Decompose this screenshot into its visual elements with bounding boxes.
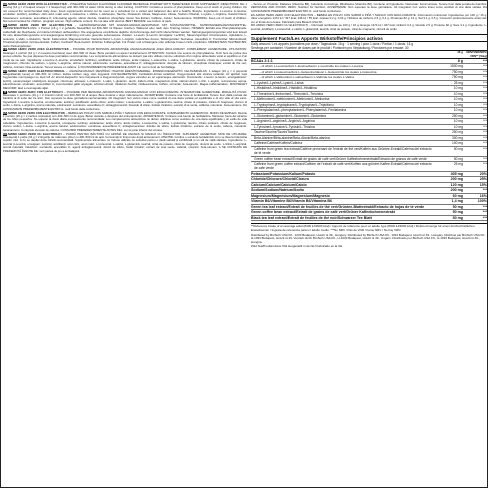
nutrient-name: – of which L-Leucine/dont L-leucine/davon L-Leucin/de los cuales L-Leucina (259, 64, 364, 69)
nutrient-name: L-Lysine/L-Lysine/L-Lysin/L-Lisina (254, 80, 304, 85)
paragraph-title: AMINO HERO ZERO CU ELECTROLIȚI (7, 131, 62, 136)
nutrient-name: Magnesium/Magnésium/Magnesium/Magnesio (251, 193, 330, 198)
nutrient-amount: 250 mg (452, 130, 463, 135)
ingredients-column (3, 3, 247, 487)
nrv-column-header: NRV/VNR/NRV/ VRN** [%kg] (466, 50, 487, 58)
nutrient-name: L-Histidine/L-histidine/L-Histidin/L-Histidina (254, 86, 317, 91)
nutrient-name: Taurine/Taurine/Taurin/Taurina (254, 130, 299, 135)
nutrient-name: L-Phenylalanine/L-phénylalanine/L-Phenylalanin/L-Fenilalanina (254, 108, 347, 113)
nutrient-amount: 405 mg (450, 171, 463, 176)
nutrient-nrv: 25% (479, 177, 487, 182)
nutrient-nrv: *** (483, 86, 487, 91)
nutrient-amount: 750 mg (452, 75, 463, 80)
nutrient-amount: 50 mg (452, 204, 463, 209)
nutrient-nrv: *** (482, 58, 487, 63)
nutrient-name: L-Threonine/L-thréonine/L-Threonin/L-Treonina (254, 91, 323, 96)
nutrient-name: Caffeine from green coffee extract/Caféine de l'extrait de café vert/Koffein aus grünem Kaffee-Extrakt/Cafeína del extracto de café verde (254, 162, 432, 171)
ingredient-paragraph (3, 48, 247, 69)
nutrient-nrv: *** (482, 210, 487, 215)
nutrient-nrv: *** (483, 113, 487, 118)
nutrient-nrv: *** (483, 135, 487, 140)
nutrient-name: – of which L-Valine/dont L-valine/davon L-Valin/de los cuales L-Valina (259, 75, 354, 80)
nutrient-nrv: *** (483, 141, 487, 146)
nutrient-nrv: 20% (479, 171, 487, 176)
footnote: Distributed by BioTech USA Kft., 1033 Budapest, Huszti út 49., Hungary. Distributed by BioTech USA Kft., 1033 Budapest, Huszti út 49., Hungary. Distribué par BioTech USA Kft., H-1033 Budapest, Huszti út 49. Vertrieb durch BioTech USA Kft., H-1033 Budapest, Huszti út 49., Ungarn. Distribuido por BioTech USA Kft., H-1033 Budapest, Huszti út 49., Hungría. (251, 232, 486, 244)
paragraph-text: – PINEAPPLE MANGO FLAVOURED FLAVORED BEVERAGE POWDER WITH SWEETENER FOOD SUPPLEMENT. DIRECTIONS: Mix 1 serving (16 g = 2 heaped scoops = 1 heaped tsp) with 400–500 ml water. Drink during or after training. CAUTION: Contains a source of phenylalanine. Keep out of reach of young children. Do not exceed the recommended daily dose. Food supplements should not be used as a substitute for a varied and balanced diet and a healthy lifestyle. Ingredients: L-Leucine (L-leucine, emulsifier: lecithin), acidifiers: citric acid, malic acid; L-Isoleucine, L-Valine, L-Glutamine, Taurine, Potassium Citrate, Magnesium Citrate, Sodium Chloride, L-Lysine, L-Arginine, Natural Flavor, Sweeteners: sucralose, acesulfame K; Anti-caking agents: silicon dioxide, tricalcium phosphate; Green Tea Extract, Caffeine, Colour: beta-carotene. WARNING: Keep out of reach of children. Not recommended for children, pregnant women. High caffeine content. Do not take with alcohol. BEST BEFORE: see bottom of pack. (3, 3, 247, 24)
paragraph-text: – POUDRE POUR BOISSON AROMATISÉE ANANAS-MANGUE AVEC ÉDULCORANT. COMPLÉMENT ALIMENTAIRE. UTILISATION: Mélanger 1 portion (16 g = 2 mesures bombées) avec 400–500 ml d'eau. Boire pendant ou après l'entraînement. ATTENTION: Contient une source de phénylalanine. Tenir hors de portée des jeunes enfants. Ne pas dépasser la dose journalière recommandée. Les compléments alimentaires ne doivent pas être utilisés comme substituts d'un régime alimentaire varié et équilibré et d'un mode de vie sain. Ingrédients: L-leucine (L-leucine, émulsifiant: lécithine), acidifiants: acide citrique, acide malique; L-isoleucine, L-valine, L-glutamine, taurine, citrate de potassium, citrate de magnésium, chlorure de sodium, L-lysine, L-arginine, arôme naturel, édulcorants: sucralose, acésulfame K; antiagglomérants: dioxyde de silicium, phosphate tricalcique; extrait de thé vert, caféine, colorant: bêta-carotène. Teneur élevée en caféine. À DCONSOMMER DE PRÉFÉRENCE AVANT LE: voir le fond de l'emballage. (3, 47, 247, 69)
servings-per-container-line: Servings per container / Nombre de doses par le produit / Portionen pro Verpackung / Porciones por envase: 30 (251, 46, 409, 51)
nutrient-amount: 50 mg (453, 156, 463, 161)
nutrient-amount: 25 mg (453, 162, 463, 167)
nutrient-name: Chloride/Chlorure/Chlorid/Cloruro (251, 177, 310, 182)
facts-row (251, 162, 487, 172)
ingredient-paragraph (3, 70, 247, 91)
nutrient-amount: 10 mg (453, 86, 463, 91)
nutrient-nrv: *** (483, 75, 487, 80)
nutrient-amount: 10 mg (453, 119, 463, 124)
paragraph-title: AMINO HERO ZERO MIT ELEKTROLYTEN (7, 23, 73, 28)
language-badge: HU (3, 69, 7, 73)
nutrient-nrv: *** (483, 162, 487, 167)
nutrient-amount: 10 mg (453, 124, 463, 129)
nutrient-name: L-Glutamine/L-glutamine/L-Glutamin/L-Glutamina (254, 113, 327, 118)
right-paragraph: RO AMINO HERO ZERO CU ELECTROLIȚI – Informații nutriționale pe 100 g / 16 g: Energie 1474 kJ / 347 kcal; Grăsimi 0,2 g; Glucide 2,5 g; Proteine 82 g; Sare 3,1 g. Ingrediente: L-leucină, acidifianți, L-izoleucină, L-valină, L-glutamină, taurină, citrat de potasiu, citrat de magneziu, clorură de sodiu. (251, 23, 487, 31)
language-badge: GB (3, 3, 7, 6)
nutrient-amount: 50 mg (453, 146, 463, 151)
ingredient-paragraph (3, 24, 247, 48)
paragraph-text: – BEBIDA EN POLVO CON SABOR A PIÑA Y MANGO CON EDULCORANTE. COMPLEMENTO ALIMENTICIO. MODO DE EMPLEO: Mezcle 1 porción (16 g = 2 cacitos colmados) con 400–500 ml de agua. Beber durante o después del entrenamiento. ADVERTENCIA: Contiene una fuente de fenilalanina. Mantener fuera del alcance de los niños pequeños. No superar la dosis diaria expresamente recomendada. Los complementos alimenticios no deben utilizarse como sustituto de una dieta equilibrada y un estilo de vida saludable. Ingredientes: L-leucina (L-leucina, emulgente: lecitina), acidulantes: ácido cítrico, ácido málico; L-isoleucina, L-valina, L-glutamina, taurina, citrato potásico, citrato de magnesio, cloruro sódico, L-lisina, L-arginina, aroma natural, edulcorantes: sucralosa, acesulfamo K; antiaglomerantes: dióxido de silicio, fosfato tricálcico; extracto de té verde, cafeína, colorante: betacaroteno. Contenido elevado de cafeína. CONSUMIR PREFERENTEMENTE ANTES DEL: ver la parte inferior del envase. (3, 110, 247, 132)
nutrient-amount: 60 mg (452, 193, 463, 198)
nutrient-name: Caffeine/Caféine/Koffein/Cafeína (254, 141, 303, 146)
nutrient-name: Green tea leaf extract/Extrait de feuilles de thé vert/Grüntee-Blattextrakt/Extracto de hojas de té verde (251, 204, 425, 209)
language-badge: IT (3, 90, 7, 94)
nutrient-nrv: 100% (477, 199, 487, 204)
facts-column (251, 3, 487, 487)
ingredient-paragraph (3, 91, 247, 112)
paragraph-title: AMINO HERO ZERO WITH ELECTROLYTES (7, 3, 67, 6)
nutrient-amount: 200 mg (450, 177, 463, 182)
nutrient-name: Green coffee bean extract/Extrait de grains de café vert/Grüner Kaffeebohnenextrakt (251, 210, 395, 215)
nutrient-name: – of which L-Isoleucine/dont L-Isoleucine/davon L-Isoleucin/de los cuales L-Isoleucina (259, 69, 377, 74)
language-badge: ES (3, 111, 7, 115)
nutrient-nrv: *** (483, 102, 487, 107)
paragraph-text: – ANANÁSZ-MANGÓ ÍZESÍTÉSŰ ITALPOR ÉDESÍTŐSZERREL. ÉTREND-KIEGÉSZÍTŐ. FELHASZNÁLÁS: 1 adagot (16 g = 2 púpozott adagolókanál) keverj el 400–500 ml vízben. Edzés közben vagy után fogyaszd. FIGYELMEZTETÉS: Fenilalanin-forrást tartalmaz. Kisgyermekek elől elzárva tartandó. Az ajánlott napi fogyasztási mennyiséget ne lépd túl! Az étrend-kiegészítő nem helyettesíti a kiegyensúlyozott, vegyes étrendet és az egészséges életmódot. Összetevők: L-leucin (L-leucin, emulgeálószer: lecitin), savanyúságot szabályozó anyagok: citromsav, almasav; L-izoleucin, L-valin, L-glutamin, taurin, kálium-citrát, magnézium-citrát, nátrium-klorid, L-lizin, L-arginin, természetes aroma, édesítőszerek: szukralóz, aceszulfám K; csomósodást gátló anyagok: szilícium-dioxid, trikalcium-foszfát; zöldtea-kivonat, koffein, színezék: béta-karotin. Magas koffeintartalom. MINŐSÉGÉT MEGŐRZI: lásd a csomagolás alján. (3, 68, 247, 90)
nutrient-nrv: *** (483, 91, 487, 96)
nutrient-amount: 750 mg (452, 69, 463, 74)
nutrient-nrv: *** (483, 119, 487, 124)
nutrient-nrv: 15% (479, 182, 487, 187)
nutrient-nrv: *** (483, 97, 487, 102)
nutrient-amount: 10 mg (453, 97, 463, 102)
nutrient-nrv: *** (483, 108, 487, 113)
nutrient-name: Sodium/Sodium/Natrium/Sodio (251, 188, 304, 193)
facts-column-header (251, 51, 487, 59)
nutrient-name: Black tea leaf extract/Extrait de feuilles de thé noir/Schwarzer Tee Blatt (251, 215, 372, 220)
nutrient-name: BCAAs 2:1:1 (251, 58, 273, 63)
nutrient-name: L-Tryptophan/L-tryptophane/L-Tryptophan/L-Triptófano (254, 102, 334, 107)
paragraph-text: – PUDRĂ PENTRU BĂUTURĂ CU AROMĂ DE ANANAS ȘI MANGO CU ÎNDULCITOR. SUPLIMENT ALIMENTAR. MOD DE UTILIZARE: Amestecați 1 porție (16 g = 2 lingurițe de măsurare pline) cu 400–500 ml de apă. Consumați în timpul sau după antrenament. ATENȚIE: Conține o sursă de fenilalanină. A nu se lăsa la îndemâna copiilor mici. A nu se depăși doza zilnică recomandată. Suplimentele alimentare nu trebuie utilizate ca substitut pentru o dietă variată și echilibrată și un stil de viață sănătos. Ingrediente: L-leucină (L-leucină, emulgator: lecitină), acidifianți: acid citric, acid malic; L-izoleucină, L-valină, L-glutamină, taurină, citrat de potasiu, citrat de magneziu, clorură de sodiu, L-lizină, L-arginină, aromă naturală, îndulcitori: sucraloză, acesulfam K; agenți antiaglomeranți: dioxid de siliciu, fosfat tricalcic; extract de ceai verde, cafeină, colorant: beta-caroten. A SE CONSUMA DE PREFERINȚĂ ÎNAINTE DE: vezi partea de jos a ambalajului. (3, 131, 247, 153)
ingredient-paragraph (3, 112, 247, 133)
nutrient-amount: 1500 mg (450, 64, 463, 69)
nutrient-name: Caffeine from green tea extract/Caféine provenant de l'extrait de thé vert/Koffein aus Grüntee-Extrakt/Cafeína del extracto de té verde (254, 146, 432, 156)
nutrient-amount: 120 mg (450, 182, 463, 187)
language-badge: RO (3, 132, 7, 136)
nutrient-name: Green coffee bean extract/Extrait de grains de café vert/Grüner Kaffeebohnenextrakt/Extracto de granos de café verde (254, 156, 427, 161)
supplement-facts-title: Supplement Facts/Les Apports Wirkstoffe/Principios activos (251, 34, 487, 42)
nutrient-amount: 50 mg (452, 215, 463, 220)
facts-row (251, 216, 487, 222)
nutrient-amount: 50 mg (452, 210, 463, 215)
nutrient-amount: 10 mg (453, 91, 463, 96)
footnote: **Reference intake of an average adult (8400 kJ/2000 kcal) / Apports de référence pour un adulte type (8400 kJ/2000 kcal) / Referenzmenge für einen durchschnittlichen Erwachsenen / Ingesta de referencia para un adulto medio. ***No NRV / Pas de VNR / Keine NRV / No hay VRN. (251, 224, 475, 232)
ingredient-paragraph (3, 3, 247, 24)
language-badge: DE (3, 24, 7, 28)
nutrient-name: Calcium/Calcium/Calcium/Calcio (251, 182, 307, 187)
ingredient-paragraph (3, 133, 247, 154)
nutrient-nrv: *** (482, 215, 487, 220)
nutrient-amount: 300 mg (452, 135, 463, 140)
nutrient-nrv: *** (483, 130, 487, 135)
facts-table (251, 59, 487, 221)
nutrient-amount: 25 mg (453, 80, 463, 85)
nutrient-nrv: *** (482, 204, 487, 209)
footnote: Zöld Tea/Produkt dans l'UE Hergestellt in der EU Fabricado en la UE (251, 244, 343, 249)
right-text-block (251, 3, 487, 31)
nutrient-amount: 1,4 mg (451, 199, 463, 204)
nutrient-nrv: *** (483, 69, 487, 74)
paragraph-text: – GETRÄNKEPULVER MIT ANANAS-MANGO-GESCHMACK MIT SÜSSUNGSMITTEL. NAHRUNGSERGÄNZUNGSMITTEL. VERZEHREMPFEHLUNG: 1 Portion (16 g = 2 gehäufte Messlöffel) mit 400–500 ml Wasser mischen. Während oder nach dem Training trinken. HINWEIS: Enthält eine Phenylalaninquelle. Außerhalb der Reichweite von kleinen Kindern aufbewahren. Die angegebene empfohlene tägliche Verzehrsmenge darf nicht überschritten werden. Nahrungsergänzungsmittel sind kein Ersatz für eine abwechslungsreiche und ausgewogene Ernährung und eine gesunde Lebensweise. Zutaten: L-Leucin (L-Leucin, Emulgator: Lecithin), Säuerungsmittel: Citronensäure, Äpfelsäure; L-Isoleucin, L-Valin, L-Glutamin, Taurin, Kaliumcitrat, Magnesiumcitrat, Natriumchlorid, L-Lysin, L-Arginin, natürliches Aroma, Süßungsmittel: Sucralose, Acesulfam K; Trennmittel: Siliciumdioxid, Tricalciumphosphat; Grüntee-Extrakt, Koffein, Farbstoff: Beta-Carotin. Erhöhter Koffeingehalt. Für Kinder und schwangere oder stillende Frauen nicht empfohlen. MINDESTENS HALTBAR BIS: siehe Packungsboden. (3, 23, 247, 48)
nutrient-amount: 8 g (457, 58, 463, 63)
nutrient-amount: 10 mg (453, 102, 463, 107)
paragraph-title: AMINO HERO ZERO CON ELETTROLITI (7, 89, 63, 94)
right-paragraph: – Senza +2. Prodotto: Diabetes (Vitamine B6), Colorante Cumaringa, Riboflavina (Vitamine B2). Contiene un'ingrediente: Nazionale: Kommunicare. Tenere fuori dalla portata dei bambini. ZEROJUICE AND FOODS. ZERO: Nutrition for Nutrition. AVVERTENZE: Non superare la dose giornaliera. Gli integratori non vanno intesi come sostituti di una dieta variata. DA CONSUMARSI PREFERIBILMENTE ENTRO IL: vedi fondo confezione. (251, 3, 487, 13)
paragraph-title: AMINO HERO ZERO CON ELECTROLITOS (7, 110, 65, 115)
nutrient-nrv: *** (483, 80, 487, 85)
nutrient-amount: 200 mg (450, 188, 463, 193)
nutrient-amount: 10 mg (453, 108, 463, 113)
nutrient-name: Beta-Alanine/Bêta-alanine/Beta-Alanin/Beta-alanina (254, 135, 330, 140)
nutrient-name: L-Methionine/L-méthionine/L-Methionin/L-Metionina (254, 97, 330, 102)
amount-column-header: 16 g (457, 50, 463, 55)
paragraph-text: – POLVERE PER BEVANDA AROMATIZZATA ANANAS-MANGO CON EDULCORANTE. INTEGRATORE ALIMENTARE. MODALITÀ D'USO: Mescolare 1 porzione (16 g = 2 misurini colmi) con 400–500 ml di acqua. Bere durante o dopo l'allenamento. AVVERTENZE: Contiene una fonte di fenilalanina. Tenere fuori dalla portata dei bambini al di sotto dei tre anni. Non superare la dose giornaliera raccomandata. Gli integratori non vanno intesi come sostituti di una dieta variata ed equilibrata e di uno stile di vita sano. Ingredienti: L-leucina (L-leucina, emulsionante: lecitina), acidificanti: acido citrico, acido malico; L-isoleucina, L-valina, L-glutammina, taurina, citrato di potassio, citrato di magnesio, cloruro di sodio, L-lisina, L-arginina, aroma naturale, edulcoranti: sucralosio, acesulfame K; antiagglomeranti: biossido di silicio, fosfato tricalcico; estratto di tè verde, caffeina, colorante: beta-carotene. DA CONSUMARSI PREFERIBILMENTE ENTRO IL: vedi fondo della confezione. (3, 89, 247, 111)
paragraph-title: AMINO HERO ZERO ELEKTROLITOKKAL (7, 68, 66, 73)
nutrient-name: L-Arginine/L-arginine/L-Arginin/L-Arginina (254, 119, 315, 124)
nutrient-nrv: *** (483, 146, 487, 151)
nutrient-name: L-Tyrosine/L-tyrosine/L-Tyrosin/L-Tirosina (254, 124, 315, 129)
facts-row (251, 147, 487, 157)
nutrient-amount: 100 mg (452, 141, 463, 146)
nutrient-nrv: *** (482, 188, 487, 193)
language-badge: FR (3, 48, 7, 52)
nutrient-name: Vitamin B6/Vitamine B6/Vitamin B6/Vitamina B6 (251, 199, 333, 204)
right-paragraph: ES AMINO HERO ZERO CON ELECTROLITOS – BEBIDA EN POLVO CON SABOR A PIÑA Y MANGO CON EDULCORANTE. Información nutricional: Ingredientes por 100 g / 16 g. Valor energético 1474 kJ / 347 kcal; 236 kJ / 55 kcal. Grasas 0,2 g; 0,03 g. Hidratos de carbono 2,5 g; 0,4 g. Proteínas 82 g; 13 g. Sal 3,1 g; 0,5 g. Consumir preferentemente antes del: ver el fondo del envase. Fabricado para Biotech USA Kft. (251, 12, 487, 24)
supplement-facts-subtitle (251, 42, 487, 51)
footnotes (251, 223, 487, 249)
paragraph-title: AMINO HERO ZERO AVEC ÉLECTROLYTES (7, 47, 69, 52)
nutrient-nrv: *** (483, 124, 487, 129)
serving-size-line: Daily amount / Les apports journaliers par dose / Tagesdosis: 16 g · 1 serving / pour 1 dose / Portion / 1 dosis: 16 g (251, 42, 414, 47)
nutrient-amount: 250 mg (452, 113, 463, 118)
nutrient-nrv: *** (483, 64, 487, 69)
nutrient-nrv: 16% (479, 193, 487, 198)
nutrient-nrv: *** (483, 156, 487, 161)
nutrient-name: Potassium/Potassium/Kalium/Potasio (251, 171, 316, 176)
